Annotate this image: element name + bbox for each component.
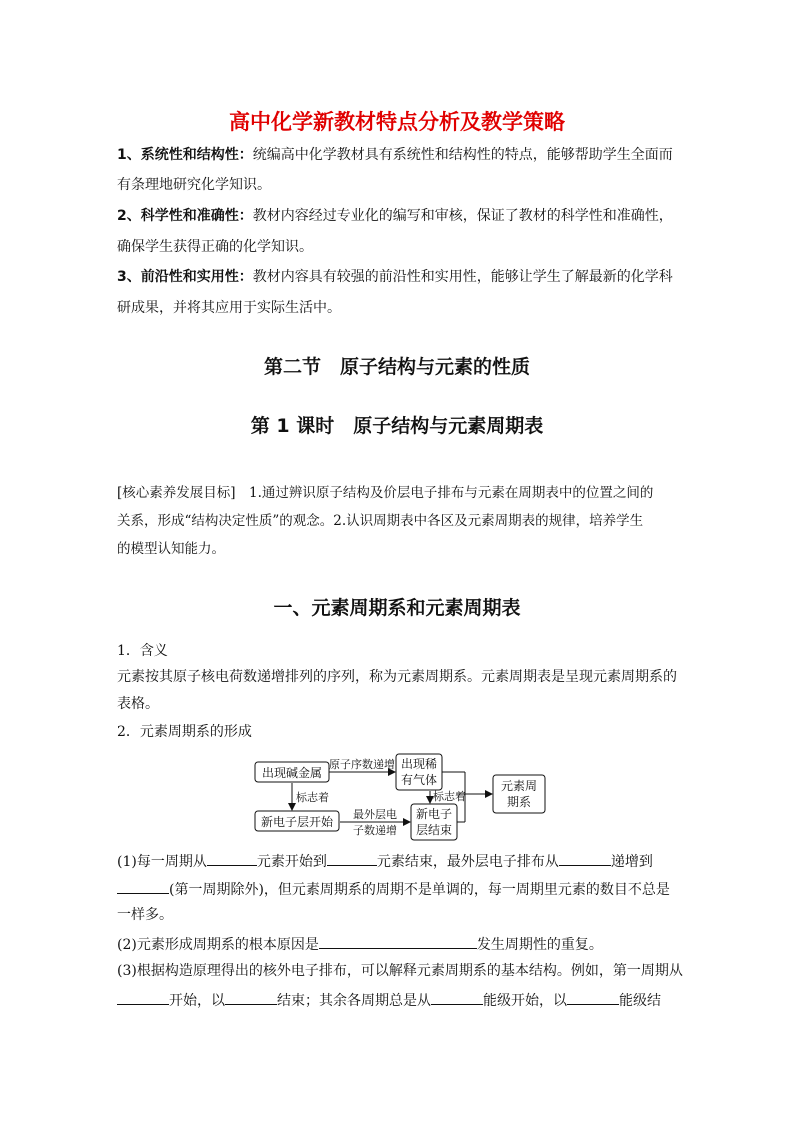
q1-text-2: 元素开始到 xyxy=(256,854,327,870)
goals-line-2: 关系，形成“结构决定性质”的观念。2.认识周期表中各区及元素周期表的规律，培养学生 xyxy=(117,513,644,529)
mark-left-label: 标志着 xyxy=(296,791,329,804)
q3-text-3: 结束；其余各周期总是从 xyxy=(277,993,431,1009)
q2-text-2: 发生周期性的重复。 xyxy=(476,937,603,953)
item-1-line-1: 元素按其原子核电荷数递增排列的序列，称为元素周期系。元素周期表是呈现元素周期系的 xyxy=(117,669,677,685)
q1-blank-2[interactable] xyxy=(327,850,377,866)
point-3-label: 3、前沿性和实用性： xyxy=(117,269,253,285)
q2-text-1: (2)元素形成周期系的根本原因是 xyxy=(117,937,319,953)
question-3-line-1: (3)根据构造原理得出的核外电子排布，可以解释元素周期系的基本结构。例如，第一周期从 xyxy=(117,963,683,979)
box-newlayer-label: 新电子层开始 xyxy=(260,815,334,829)
q1-blank-4[interactable] xyxy=(117,878,169,894)
box-end-label-1: 新电子 xyxy=(415,807,453,821)
goals-line-3: 的模型认知能力。 xyxy=(117,541,225,557)
point-2-label: 2、科学性和准确性： xyxy=(117,208,253,224)
q3-text-4: 能级开始，以 xyxy=(483,993,567,1009)
lesson-title: 第 1 课时 原子结构与元素周期表 xyxy=(250,415,544,437)
q3-blank-3[interactable] xyxy=(431,989,483,1005)
item-1-line-2: 表格。 xyxy=(117,696,159,712)
document-title: 高中化学新教材特点分析及教学策略 xyxy=(229,110,565,134)
question-1-line-1 xyxy=(117,850,653,872)
question-3-line-2 xyxy=(117,989,661,1011)
arrow-top-label: 原子序数递增 xyxy=(329,758,395,771)
point-2-line-2: 确保学生获得正确的化学知识。 xyxy=(117,239,313,255)
section-title: 第二节 原子结构与元素的性质 xyxy=(263,356,530,378)
part-title: 一、元素周期系和元素周期表 xyxy=(273,597,521,619)
box-noble-label-2: 有气体 xyxy=(400,773,438,787)
box-period-label-1: 元素周 xyxy=(500,779,538,793)
q1-text-3: 元素结束，最外层电子排布从 xyxy=(376,854,559,870)
point-3-text: 教材内容具有较强的前沿性和实用性，能够让学生了解最新的化学科 xyxy=(252,269,673,285)
item-2-heading: 2．元素周期系的形成 xyxy=(117,724,252,740)
q1-blank-1[interactable] xyxy=(207,850,257,866)
arrow-bottom-label-1: 最外层电 xyxy=(353,808,397,821)
goals-line-1: [核心素养发展目标] 1.通过辨识原子结构及价层电子排布与元素在周期表中的位置之间的 xyxy=(117,485,654,501)
q3-blank-4[interactable] xyxy=(567,989,619,1005)
point-3-line-2: 研成果，并将其应用于实际生活中。 xyxy=(117,300,341,316)
arrow-bottom-label-2: 子数递增 xyxy=(353,824,397,837)
q2-blank[interactable] xyxy=(319,933,477,949)
mark-right-label: 标志着 xyxy=(433,790,466,803)
box-end-label-2: 层结束 xyxy=(415,823,453,837)
point-2-text: 教材内容经过专业化的编写和审核，保证了教材的科学性和准确性， xyxy=(252,208,673,224)
q3-blank-1[interactable] xyxy=(117,989,169,1005)
question-1-line-2 xyxy=(117,878,670,900)
q3-blank-2[interactable] xyxy=(225,989,277,1005)
point-1-text: 统编高中化学教材具有系统性和结构性的特点，能够帮助学生全面而 xyxy=(252,147,673,163)
box-alkali-label: 出现碱金属 xyxy=(261,766,323,780)
q1-text-4: 递增到 xyxy=(610,854,653,870)
q1-blank-3[interactable] xyxy=(559,850,611,866)
box-period-label-2: 期系 xyxy=(506,795,532,809)
point-1-label: 1、系统性和结构性： xyxy=(117,147,253,163)
q1-text-1: (1)每一周期从 xyxy=(117,854,207,870)
q3-text-5: 能级结 xyxy=(619,993,661,1009)
box-noble-label-1: 出现稀 xyxy=(400,757,438,771)
q3-text-2: 开始，以 xyxy=(169,993,225,1009)
question-2-line xyxy=(117,933,603,955)
q1-text-5: (第一周期除外)，但元素周期系的周期不是单调的，每一周期里元素的数目不总是 xyxy=(169,882,670,898)
point-1-line-2: 有条理地研究化学知识。 xyxy=(117,177,271,193)
question-1-line-3: 一样多。 xyxy=(117,907,173,923)
item-1-heading: 1．含义 xyxy=(117,643,168,659)
